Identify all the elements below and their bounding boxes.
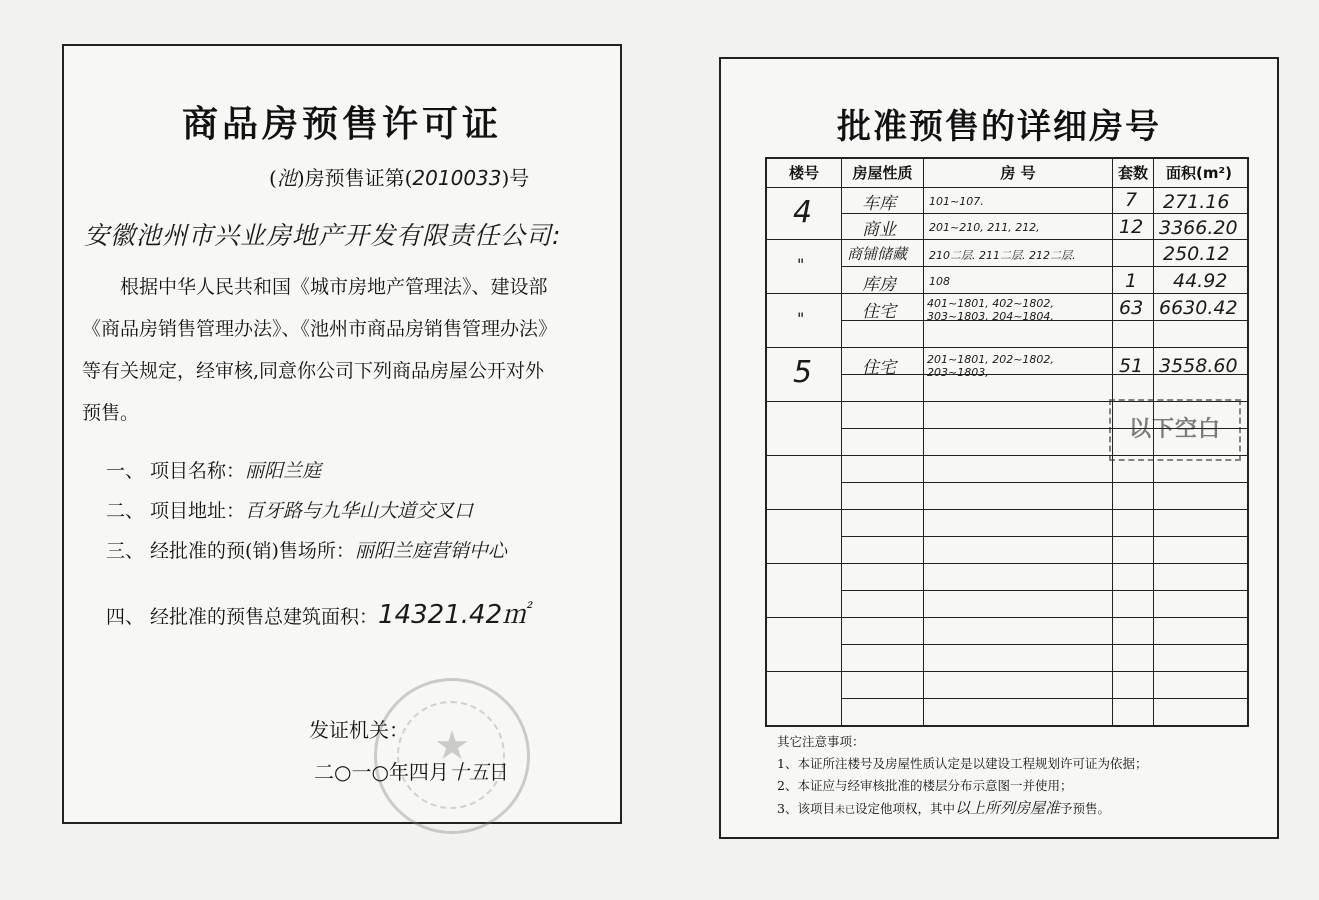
certificate-title: 商品房预售许可证	[181, 104, 502, 145]
row3-nature: 商铺储藏	[847, 245, 908, 263]
header-area: 面积(m²)	[1166, 164, 1232, 182]
project-address: 百牙路与九华山大道交叉口	[245, 500, 474, 522]
permit-certificate	[62, 44, 622, 824]
seal-star-icon: ★	[434, 723, 470, 769]
row5-count: 63	[1119, 297, 1144, 319]
total-area-row: 四、 经批准的预售总建筑面积：14321.42㎡	[106, 600, 529, 630]
row1-count: 7	[1125, 189, 1138, 211]
header-count: 套数	[1113, 159, 1154, 187]
issuing-authority-label: 发证机关：	[309, 718, 409, 742]
cert-region: 池	[276, 166, 297, 190]
room-detail-title: 批准预售的详细房号	[837, 107, 1161, 147]
room-detail-sheet	[719, 57, 1279, 839]
note-3: 3、该项目未已设定他项权，其中以上所列房屋准予预售。	[777, 799, 1110, 817]
project-name: 丽阳兰庭	[245, 460, 322, 482]
row6-rooms: 201~1801, 202~1802, 203~1803,	[927, 353, 1054, 379]
row4-rooms: 108	[929, 275, 950, 288]
certificate-number-line: (池)房预售证第(2010033)号	[269, 166, 530, 190]
total-area: 14321.42㎡	[378, 600, 529, 630]
row4-count: 1	[1125, 270, 1138, 292]
row4-area: 44.92	[1173, 270, 1228, 292]
notes-title: 其它注意事项：	[777, 734, 865, 749]
note-1: 1、本证所注楼号及房屋性质认定是以建设工程规划许可证为依据；	[777, 756, 1148, 771]
notes-section	[777, 731, 1147, 822]
approval-paragraph: 根据中华人民共和国《城市房地产管理法》、建设部 《商品房销售管理办法》、《池州市商品房销售管理办法》 等有关规定，经审核,同意你公司下列商品房屋公开对外 预售。	[82, 276, 558, 424]
header-building: 楼号	[767, 159, 842, 187]
note-2: 2、本证应与经审核批准的楼层分布示意图一并使用；	[777, 778, 1073, 793]
row1-nature: 车库	[862, 194, 896, 214]
row1-rooms: 101~107.	[929, 195, 984, 208]
row6-building: 5	[793, 355, 813, 390]
row1-building: 4	[793, 195, 813, 230]
blank-below-stamp: 以下空白	[1109, 399, 1241, 461]
row6-area: 3558.60	[1159, 355, 1238, 377]
row2-count: 12	[1119, 216, 1144, 238]
row5-building: "	[797, 309, 805, 328]
issue-date: 二○一○年四月十五日	[314, 760, 509, 784]
header-nature: 房屋性质	[842, 159, 924, 187]
header-rooms: 房 号	[924, 159, 1113, 187]
company-name: 安徽池州市兴业房地产开发有限责任公司:	[84, 221, 562, 250]
project-address-row: 二、 项目地址：百牙路与九华山大道交叉口	[106, 500, 474, 522]
row2-nature: 商业	[862, 220, 896, 240]
row2-area: 3366.20	[1159, 217, 1238, 239]
sales-office-row: 三、 经批准的预(销)售场所：丽阳兰庭营销中心	[106, 540, 507, 562]
row3-building: "	[797, 255, 805, 274]
row4-nature: 库房	[862, 275, 896, 295]
row5-nature: 住宅	[862, 302, 896, 322]
project-name-row: 一、 项目名称：丽阳兰庭	[106, 460, 322, 482]
row5-rooms: 401~1801, 402~1802, 303~1803, 204~1804,	[927, 297, 1054, 323]
row3-rooms: 210二层. 211二层. 212二层.	[929, 249, 1076, 262]
sales-office: 丽阳兰庭营销中心	[354, 540, 507, 562]
row3-area: 250.12	[1163, 243, 1230, 265]
row6-nature: 住宅	[862, 358, 896, 378]
cert-number: 2010033	[412, 166, 502, 190]
row5-area: 6630.42	[1159, 297, 1238, 319]
row1-area: 271.16	[1163, 191, 1230, 213]
row2-rooms: 201~210, 211, 212,	[929, 221, 1040, 234]
row6-count: 51	[1119, 355, 1144, 377]
